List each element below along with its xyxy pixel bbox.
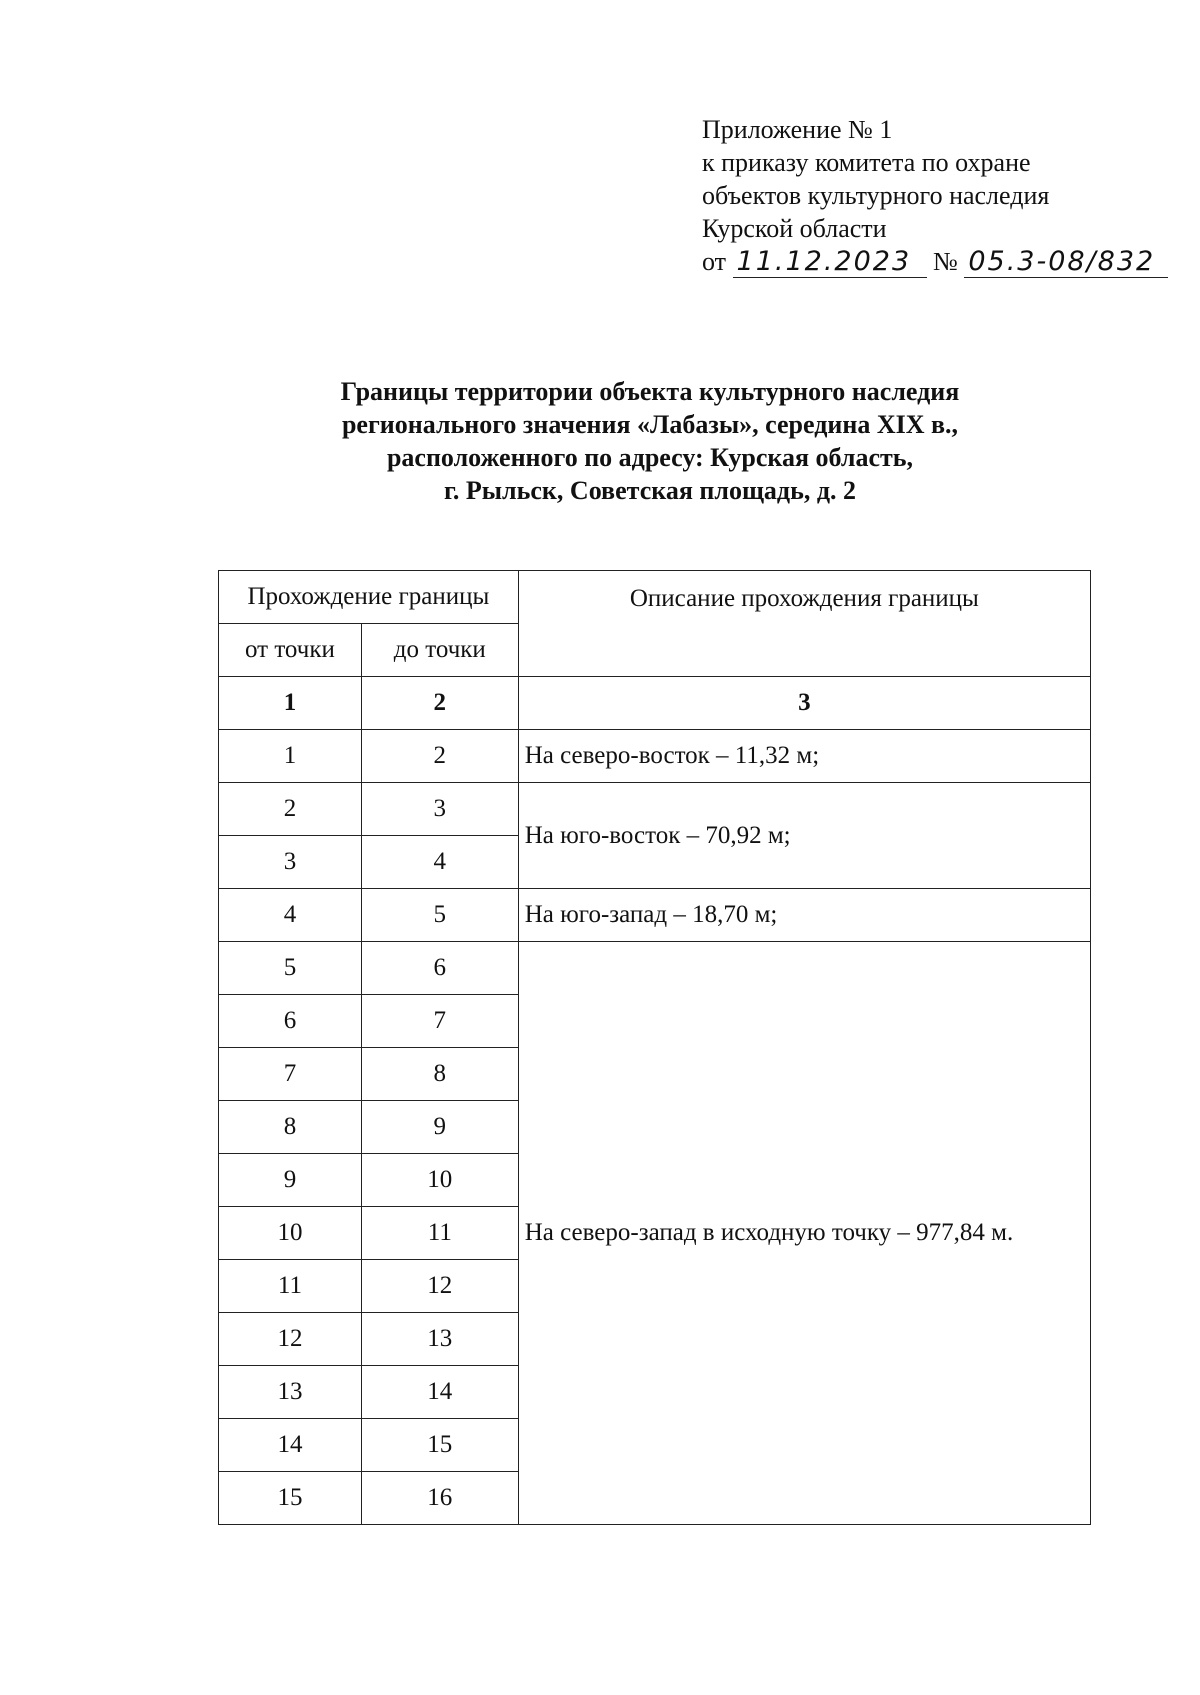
from-point-cell: 12 <box>219 1313 362 1366</box>
to-point-cell: 4 <box>361 836 518 889</box>
column-number: 3 <box>518 677 1090 730</box>
appendix-title: Приложение № 1 <box>702 115 893 144</box>
appendix-date-number-line <box>702 245 1168 278</box>
to-point-cell: 10 <box>361 1154 518 1207</box>
header-from-point: от точки <box>219 624 362 677</box>
from-point-cell: 1 <box>219 730 362 783</box>
to-point-cell: 12 <box>361 1260 518 1313</box>
to-point-cell: 7 <box>361 995 518 1048</box>
description-cell: На юго-запад – 18,70 м; <box>518 889 1090 942</box>
title-line-3: расположенного по адресу: Курская область, <box>386 443 914 472</box>
to-point-cell: 11 <box>361 1207 518 1260</box>
description-cell: На юго-восток – 70,92 м; <box>518 783 1090 889</box>
to-point-cell: 3 <box>361 783 518 836</box>
to-point-cell: 13 <box>361 1313 518 1366</box>
table-row <box>219 730 1091 783</box>
handwritten-date: 11.12.2023 <box>733 247 927 278</box>
appendix-line-objects: объектов культурного наследия <box>702 181 1050 210</box>
from-point-cell: 14 <box>219 1419 362 1472</box>
to-point-cell: 5 <box>361 889 518 942</box>
from-point-cell: 6 <box>219 995 362 1048</box>
column-number: 1 <box>219 677 362 730</box>
title-line-2: регионального значения «Лабазы», середина XIX в., <box>341 410 959 439</box>
appendix-line-order: к приказу комитета по охране <box>702 148 1031 177</box>
table-header-row <box>219 571 1091 624</box>
from-point-cell: 4 <box>219 889 362 942</box>
title-line-1: Границы территории объекта культурного наследия <box>340 377 960 406</box>
description-cell: На северо-восток – 11,32 м; <box>518 730 1090 783</box>
title-line-4: г. Рыльск, Советская площадь, д. 2 <box>444 476 856 505</box>
header-boundary-passage: Прохождение границы <box>219 571 519 624</box>
column-number: 2 <box>361 677 518 730</box>
number-label: № <box>933 247 958 276</box>
handwritten-number: 05.3-08/832 <box>964 247 1168 278</box>
to-point-cell: 15 <box>361 1419 518 1472</box>
to-point-cell: 14 <box>361 1366 518 1419</box>
header-to-point: до точки <box>361 624 518 677</box>
from-label: от <box>702 247 727 276</box>
to-point-cell: 9 <box>361 1101 518 1154</box>
table-row <box>219 942 1091 995</box>
from-point-cell: 3 <box>219 836 362 889</box>
boundary-table <box>218 570 1091 1525</box>
to-point-cell: 16 <box>361 1472 518 1525</box>
from-point-cell: 8 <box>219 1101 362 1154</box>
to-point-cell: 2 <box>361 730 518 783</box>
table-row <box>219 889 1091 942</box>
header-description: Описание прохождения границы <box>518 571 1090 677</box>
document-title <box>200 375 1100 507</box>
from-point-cell: 9 <box>219 1154 362 1207</box>
from-point-cell: 15 <box>219 1472 362 1525</box>
to-point-cell: 6 <box>361 942 518 995</box>
description-cell: На северо-запад в исходную точку – 977,84 м. <box>518 942 1090 1525</box>
from-point-cell: 13 <box>219 1366 362 1419</box>
table-row <box>219 783 1091 836</box>
from-point-cell: 11 <box>219 1260 362 1313</box>
to-point-cell: 8 <box>361 1048 518 1101</box>
from-point-cell: 5 <box>219 942 362 995</box>
column-number-row <box>219 677 1091 730</box>
from-point-cell: 10 <box>219 1207 362 1260</box>
from-point-cell: 7 <box>219 1048 362 1101</box>
appendix-line-region: Курской области <box>702 214 887 243</box>
appendix-block <box>702 113 1168 278</box>
from-point-cell: 2 <box>219 783 362 836</box>
